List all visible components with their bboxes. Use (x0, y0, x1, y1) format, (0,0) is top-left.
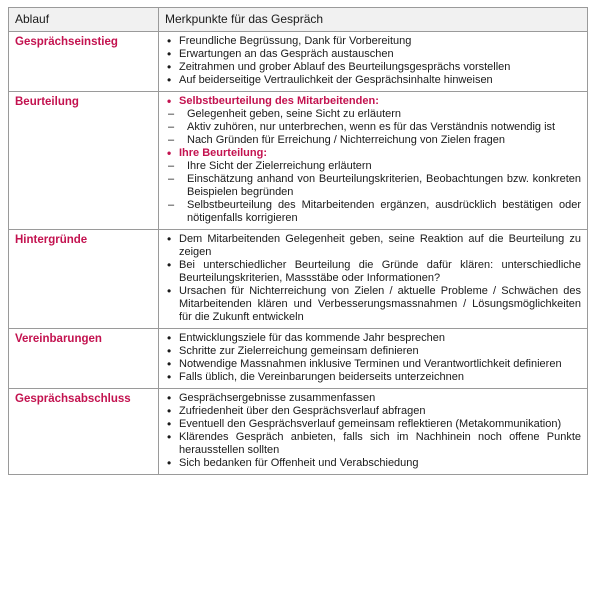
interview-guide-table (8, 7, 588, 475)
list-item: • Zufriedenheit über den Gesprächsverlauf abfragen (165, 405, 581, 418)
phase-cell (9, 32, 159, 92)
list-item: – Gelegenheit geben, seine Sicht zu erläutern (165, 108, 581, 121)
bullet-list (165, 392, 581, 470)
table-row (9, 389, 588, 475)
table-header-row (9, 8, 588, 32)
phase-label: Beurteilung (15, 96, 79, 108)
list-item: • Entwicklungsziele für das kommende Jahr besprechen (165, 332, 581, 345)
group-title: • Selbstbeurteilung des Mitarbeitenden: (165, 95, 581, 108)
points-cell (159, 32, 588, 92)
table-row (9, 32, 588, 92)
list-item: • Sich bedanken für Offenheit und Verabschiedung (165, 457, 581, 470)
table-row (9, 329, 588, 389)
points-cell (159, 329, 588, 389)
phase-label: Vereinbarungen (15, 333, 102, 345)
list-item: • Freundliche Begrüssung, Dank für Vorbereitung (165, 35, 581, 48)
list-item: – Nach Gründen für Erreichung / Nichterreichung von Zielen fragen (165, 134, 581, 147)
phase-cell (9, 329, 159, 389)
group-title: • Ihre Beurteilung: (165, 147, 581, 160)
phase-cell (9, 230, 159, 329)
bullet-list (165, 35, 581, 87)
list-item: • Auf beiderseitige Vertraulichkeit der Gesprächsinhalte hinweisen (165, 74, 581, 87)
list-item: • Zeitrahmen und grober Ablauf des Beurteilungsgesprächs vorstellen (165, 61, 581, 74)
list-item: • Ursachen für Nichterreichung von Zielen / aktuelle Probleme / Schwächen des Mitarbeitenden klären und Verbesserungsmassnahmen / Lösungsmöglichkeiten für die Zukunft entwickeln (165, 285, 581, 324)
list-item: • Schritte zur Zielerreichung gemeinsam definieren (165, 345, 581, 358)
points-cell (159, 92, 588, 230)
phase-label: Gesprächseinstieg (15, 36, 118, 48)
list-item: • Dem Mitarbeitenden Gelegenheit geben, seine Reaktion auf die Beurteilung zu zeigen (165, 233, 581, 259)
column-header-ablauf: Ablauf (9, 8, 159, 32)
column-header-merkpunkte: Merkpunkte für das Gespräch (159, 8, 588, 32)
bullet-list (165, 95, 581, 225)
phase-label: Gesprächsabschluss (15, 393, 131, 405)
bullet-list (165, 332, 581, 384)
table-row (9, 230, 588, 329)
points-cell (159, 389, 588, 475)
table-row (9, 92, 588, 230)
list-item: • Bei unterschiedlicher Beurteilung die Gründe dafür klären: unterschiedliche Beurteilungskriterien, Massstäbe oder Informationen? (165, 259, 581, 285)
phase-label: Hintergründe (15, 234, 88, 246)
list-item: – Ihre Sicht der Zielerreichung erläutern (165, 160, 581, 173)
list-item: – Selbstbeurteilung des Mitarbeitenden ergänzen, ausdrücklich bestätigen oder nötigenfalls korrigieren (165, 199, 581, 225)
phase-cell (9, 389, 159, 475)
list-item: – Einschätzung anhand von Beurteilungskriterien, Beobachtungen bzw. konkreten Beispielen begründen (165, 173, 581, 199)
list-item: • Eventuell den Gesprächsverlauf gemeinsam reflektieren (Metakommunikation) (165, 418, 581, 431)
list-item: • Gesprächsergebnisse zusammenfassen (165, 392, 581, 405)
list-item: – Aktiv zuhören, nur unterbrechen, wenn es für das Verständnis notwendig ist (165, 121, 581, 134)
list-item: • Erwartungen an das Gespräch austauschen (165, 48, 581, 61)
list-item: • Klärendes Gespräch anbieten, falls sich im Nachhinein noch offene Punkte herausstellen sollten (165, 431, 581, 457)
points-cell (159, 230, 588, 329)
list-item: • Falls üblich, die Vereinbarungen beiderseits unterzeichnen (165, 371, 581, 384)
phase-cell (9, 92, 159, 230)
list-item: • Notwendige Massnahmen inklusive Terminen und Verantwortlichkeit definieren (165, 358, 581, 371)
bullet-list (165, 233, 581, 324)
